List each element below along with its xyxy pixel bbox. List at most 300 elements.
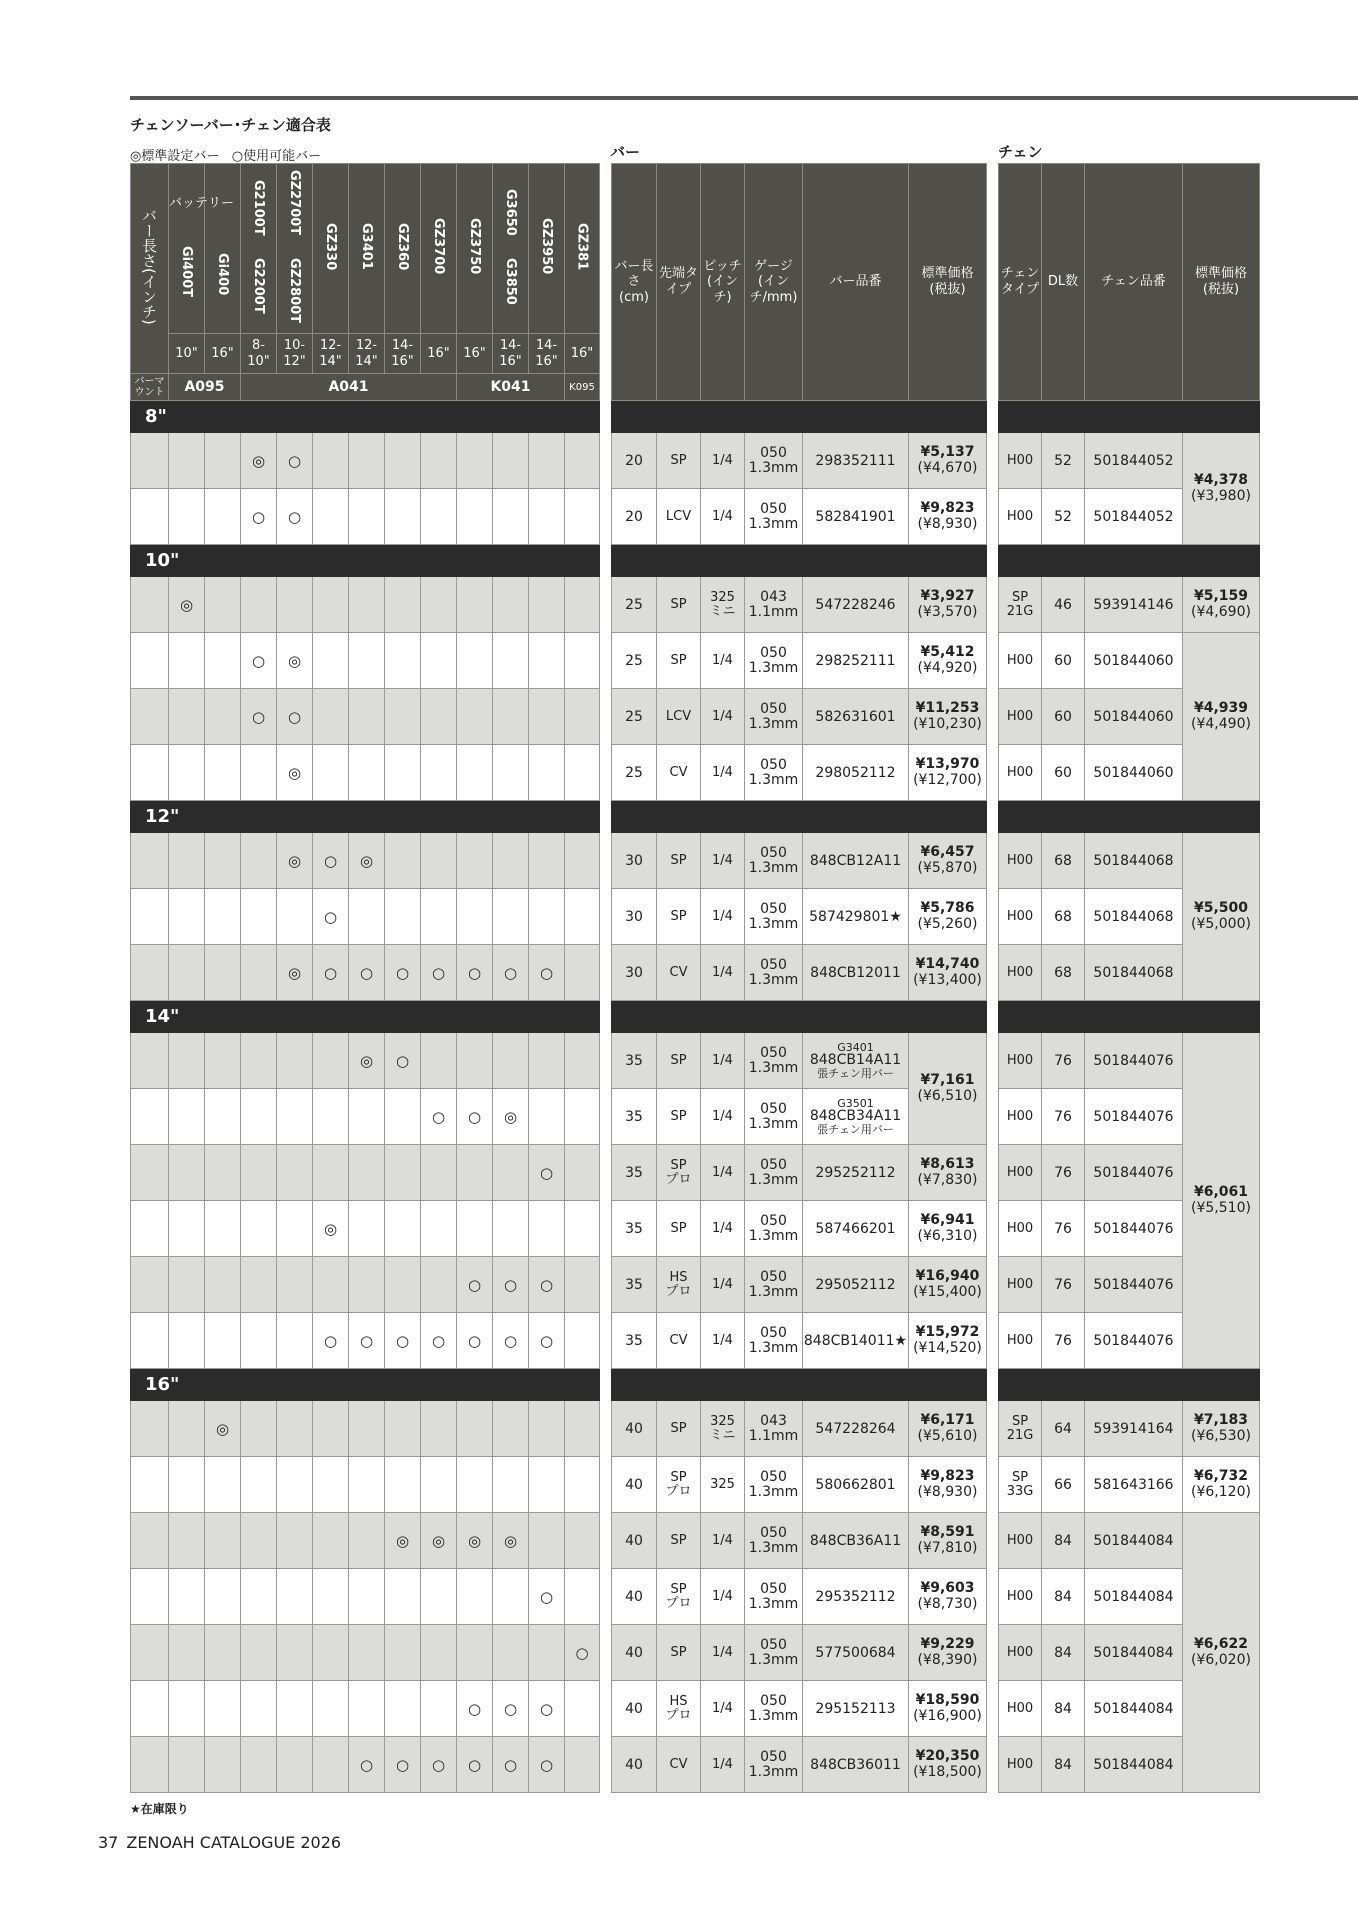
compat-empty bbox=[421, 433, 457, 489]
bar-price-incl: ¥9,603 bbox=[920, 1580, 975, 1597]
chain-number: 501844084 bbox=[1085, 1625, 1183, 1681]
chain-type-text: H00 bbox=[1006, 1532, 1034, 1548]
bar-price-excl: (¥4,920) bbox=[917, 659, 978, 676]
compat-empty bbox=[565, 633, 600, 689]
compat-row bbox=[131, 433, 600, 489]
compat-empty bbox=[457, 433, 493, 489]
compat-empty bbox=[385, 1257, 421, 1313]
compat-empty bbox=[457, 889, 493, 945]
bar-number: 848CB36011 bbox=[803, 1737, 909, 1793]
header-row-lengths bbox=[131, 334, 600, 374]
compat-empty bbox=[169, 1569, 205, 1625]
bar-number-model: G3401 bbox=[837, 1040, 874, 1054]
compat-empty bbox=[529, 1513, 565, 1569]
compat-empty bbox=[277, 1201, 313, 1257]
bar-price bbox=[909, 689, 987, 745]
section-label-10in: 10" bbox=[131, 545, 600, 577]
bar-length-cm: 25 bbox=[612, 633, 657, 689]
model-header-8 bbox=[457, 218, 492, 278]
compat-mark: ○ bbox=[457, 1737, 493, 1793]
compat-empty bbox=[565, 1569, 600, 1625]
chain-number: 593914164 bbox=[1085, 1401, 1183, 1457]
compat-empty bbox=[205, 1737, 241, 1793]
bar-gauge bbox=[745, 433, 803, 489]
chain-header-row bbox=[999, 164, 1260, 334]
bar-price bbox=[909, 633, 987, 689]
compat-empty bbox=[205, 1033, 241, 1089]
compat-row bbox=[131, 633, 600, 689]
bar-length-cm: 35 bbox=[612, 1033, 657, 1089]
compat-empty bbox=[205, 1313, 241, 1369]
bar-pitch bbox=[701, 1457, 745, 1513]
chain-number: 501844076 bbox=[1085, 1033, 1183, 1089]
compat-empty bbox=[313, 1569, 349, 1625]
compat-empty bbox=[385, 1681, 421, 1737]
model-col-g3850 bbox=[493, 164, 529, 334]
tip-text: SP bbox=[670, 1644, 687, 1660]
bar-row bbox=[612, 1033, 987, 1089]
compat-empty bbox=[241, 1681, 277, 1737]
chain-type bbox=[999, 945, 1042, 1001]
bar-length-cm: 40 bbox=[612, 1513, 657, 1569]
bar-length-cm: 40 bbox=[612, 1457, 657, 1513]
pitch-text: 1/4 bbox=[712, 908, 733, 924]
bar-gauge bbox=[745, 1401, 803, 1457]
compat-empty bbox=[529, 633, 565, 689]
bar-number: 580662801 bbox=[803, 1457, 909, 1513]
length-cell: 8-10" bbox=[241, 334, 277, 374]
length-blank-cell bbox=[131, 833, 169, 889]
compat-empty bbox=[349, 1513, 385, 1569]
compat-empty bbox=[565, 433, 600, 489]
compat-mark: ○ bbox=[457, 1257, 493, 1313]
compat-empty bbox=[457, 577, 493, 633]
bar-gauge bbox=[745, 1201, 803, 1257]
bar-number: 298352111 bbox=[803, 433, 909, 489]
chain-price-excl: (¥6,020) bbox=[1191, 1651, 1251, 1668]
bar-pitch bbox=[701, 745, 745, 801]
compat-empty bbox=[205, 745, 241, 801]
chain-type-text: H00 bbox=[1006, 1164, 1034, 1180]
bar-number: 848CB36A11 bbox=[803, 1513, 909, 1569]
compat-mark: ○ bbox=[529, 1145, 565, 1201]
compat-mark: ○ bbox=[529, 1257, 565, 1313]
compat-empty bbox=[349, 1089, 385, 1145]
bar-price-text bbox=[909, 1581, 986, 1612]
bar-col-header-4: バー品番 bbox=[829, 274, 882, 290]
chain-number: 501844052 bbox=[1085, 433, 1183, 489]
chain-col-header-2: チェン品番 bbox=[1101, 274, 1166, 290]
chain-dl-count: 84 bbox=[1042, 1513, 1085, 1569]
compat-empty bbox=[349, 1681, 385, 1737]
bar-tip-type bbox=[657, 689, 701, 745]
chain-number: 501844076 bbox=[1085, 1313, 1183, 1369]
compat-empty bbox=[457, 1401, 493, 1457]
gauge-text: 050 1.3mm bbox=[748, 444, 799, 476]
bar-header-row bbox=[612, 164, 987, 334]
bar-number: 547228264 bbox=[803, 1401, 909, 1457]
compat-empty bbox=[493, 689, 529, 745]
chain-number: 501844084 bbox=[1085, 1737, 1183, 1793]
bar-number: 298252111 bbox=[803, 633, 909, 689]
chain-price bbox=[1183, 1457, 1260, 1513]
compat-mark: ○ bbox=[565, 1625, 600, 1681]
bar-length-cm: 35 bbox=[612, 1089, 657, 1145]
gauge-text: 050 1.3mm bbox=[748, 1580, 799, 1612]
compat-empty bbox=[277, 1257, 313, 1313]
chain-number: 501844060 bbox=[1085, 745, 1183, 801]
chain-dl-count: 84 bbox=[1042, 1737, 1085, 1793]
legend-usable-label: 使用可能バー bbox=[243, 149, 322, 164]
bar-number: 295352112 bbox=[803, 1569, 909, 1625]
chain-number: 501844084 bbox=[1085, 1569, 1183, 1625]
compat-empty bbox=[205, 1513, 241, 1569]
pitch-text: 1/4 bbox=[712, 1332, 733, 1348]
compat-empty bbox=[529, 489, 565, 545]
pitch-text: 1/4 bbox=[712, 1644, 733, 1660]
bar-length-cm: 25 bbox=[612, 745, 657, 801]
bar-pitch bbox=[701, 1513, 745, 1569]
section-label bbox=[612, 1369, 987, 1401]
chain-col-header bbox=[1085, 164, 1183, 401]
gauge-text: 050 1.3mm bbox=[748, 844, 799, 876]
bar-length-cm: 35 bbox=[612, 1145, 657, 1201]
page-footer bbox=[98, 1833, 349, 1852]
chain-type-text: SP 21G bbox=[1006, 1413, 1034, 1443]
compat-mark: ◎ bbox=[277, 833, 313, 889]
compat-row bbox=[131, 1145, 600, 1201]
compat-empty bbox=[421, 633, 457, 689]
compat-mark: ○ bbox=[493, 1313, 529, 1369]
compat-empty bbox=[529, 577, 565, 633]
compat-row bbox=[131, 1313, 600, 1369]
model-top-name: GZ2700T bbox=[287, 170, 302, 236]
chain-price-incl: ¥5,159 bbox=[1193, 588, 1249, 605]
compat-empty bbox=[385, 1625, 421, 1681]
bar-pitch bbox=[701, 1145, 745, 1201]
bar-col-header-0: バー長さ (cm) bbox=[614, 258, 654, 305]
compat-empty bbox=[241, 745, 277, 801]
section-label bbox=[612, 1001, 987, 1033]
compat-mark: ◎ bbox=[205, 1401, 241, 1457]
chain-dl-count: 46 bbox=[1042, 577, 1085, 633]
compat-empty bbox=[565, 1737, 600, 1793]
bar-price-text bbox=[909, 1693, 986, 1724]
compat-empty bbox=[313, 745, 349, 801]
bar-price-text bbox=[909, 445, 986, 476]
model-col-gz3700 bbox=[421, 164, 457, 334]
compat-empty bbox=[169, 1681, 205, 1737]
bar-price-text bbox=[909, 957, 986, 988]
length-cell: 14-16" bbox=[385, 334, 421, 374]
chain-type bbox=[999, 577, 1042, 633]
mount-cell: A041 bbox=[241, 374, 457, 401]
bar-number-note: 張チェン用バー bbox=[817, 1066, 894, 1080]
bar-price-incl: ¥9,823 bbox=[920, 1468, 975, 1485]
compat-empty bbox=[421, 1625, 457, 1681]
bar-number: 582841901 bbox=[803, 489, 909, 545]
compat-empty bbox=[277, 1457, 313, 1513]
tip-text: CV bbox=[669, 1756, 688, 1772]
compat-row bbox=[131, 577, 600, 633]
chain-price bbox=[1183, 833, 1260, 1001]
chain-price bbox=[1183, 1033, 1260, 1369]
chain-number: 501844076 bbox=[1085, 1257, 1183, 1313]
bar-length-cm: 40 bbox=[612, 1569, 657, 1625]
compat-empty bbox=[169, 833, 205, 889]
legend-standard-symbol: ◎ bbox=[130, 149, 142, 164]
gauge-text: 050 1.3mm bbox=[748, 1044, 799, 1076]
compat-empty bbox=[241, 833, 277, 889]
bar-pitch bbox=[701, 945, 745, 1001]
compat-empty bbox=[493, 489, 529, 545]
chain-price-text bbox=[1183, 1637, 1259, 1668]
chain-type bbox=[999, 1625, 1042, 1681]
bar-length-cm: 40 bbox=[612, 1625, 657, 1681]
bar-gauge bbox=[745, 1737, 803, 1793]
compat-empty bbox=[277, 1089, 313, 1145]
compat-empty bbox=[313, 433, 349, 489]
compat-empty bbox=[457, 689, 493, 745]
bar-price bbox=[909, 433, 987, 489]
length-cell: 16" bbox=[421, 334, 457, 374]
bar-price-text bbox=[909, 845, 986, 876]
compat-mark: ○ bbox=[457, 1089, 493, 1145]
bar-col-header bbox=[657, 164, 701, 401]
chain-row bbox=[999, 1513, 1260, 1569]
bar-price-excl: (¥7,830) bbox=[917, 1171, 978, 1188]
bar-gauge bbox=[745, 1257, 803, 1313]
compat-mark: ◎ bbox=[241, 433, 277, 489]
chain-type bbox=[999, 833, 1042, 889]
bar-price bbox=[909, 1033, 987, 1145]
chain-section-label: チェン bbox=[998, 143, 1043, 161]
compat-empty bbox=[457, 833, 493, 889]
bar-price-text bbox=[909, 901, 986, 932]
chain-price-text bbox=[1183, 901, 1259, 932]
bar-price-text bbox=[909, 1469, 986, 1500]
bar-gauge bbox=[745, 1313, 803, 1369]
compat-empty bbox=[565, 1313, 600, 1369]
bar-price-incl: ¥6,171 bbox=[920, 1412, 975, 1429]
compat-empty bbox=[241, 1625, 277, 1681]
compat-empty bbox=[349, 689, 385, 745]
compat-empty bbox=[349, 577, 385, 633]
tip-text: SP bbox=[670, 852, 687, 868]
compat-mark: ○ bbox=[241, 689, 277, 745]
chain-number: 501844076 bbox=[1085, 1201, 1183, 1257]
chain-type-text: H00 bbox=[1006, 452, 1034, 468]
mount-cell: A095 bbox=[169, 374, 241, 401]
chain-type bbox=[999, 1457, 1042, 1513]
compat-mark: ○ bbox=[277, 433, 313, 489]
bar-col-header-5: 標準価格 (税抜) bbox=[921, 266, 974, 297]
bar-row bbox=[612, 889, 987, 945]
length-blank-cell bbox=[131, 1569, 169, 1625]
mount-label bbox=[131, 374, 169, 401]
model-name: GZ3700 bbox=[431, 218, 446, 275]
pitch-text: 1/4 bbox=[712, 1532, 733, 1548]
gauge-text: 050 1.3mm bbox=[748, 1748, 799, 1780]
bar-length-cm: 25 bbox=[612, 577, 657, 633]
bar-price-text bbox=[909, 701, 986, 732]
chain-dl-count: 84 bbox=[1042, 1625, 1085, 1681]
chain-number: 593914146 bbox=[1085, 577, 1183, 633]
compat-empty bbox=[241, 1201, 277, 1257]
compat-empty bbox=[565, 1089, 600, 1145]
bar-row bbox=[612, 1681, 987, 1737]
compat-empty bbox=[241, 1257, 277, 1313]
compat-empty bbox=[313, 1737, 349, 1793]
bar-row bbox=[612, 745, 987, 801]
compat-empty bbox=[313, 1033, 349, 1089]
bar-tip-type bbox=[657, 1313, 701, 1369]
compat-empty bbox=[205, 1681, 241, 1737]
compat-empty bbox=[493, 1625, 529, 1681]
bar-gauge bbox=[745, 633, 803, 689]
model-name: G3850 bbox=[503, 257, 518, 305]
model-name: Gi400T bbox=[179, 245, 194, 297]
bar-gauge bbox=[745, 489, 803, 545]
length-blank-cell bbox=[131, 1145, 169, 1201]
chain-type bbox=[999, 1257, 1042, 1313]
bar-price-incl: ¥5,786 bbox=[920, 900, 975, 917]
bar-pitch bbox=[701, 1681, 745, 1737]
compat-empty bbox=[241, 1401, 277, 1457]
bar-gauge bbox=[745, 1089, 803, 1145]
bar-col-header-1: 先端タイプ bbox=[658, 266, 698, 297]
bar-price bbox=[909, 1145, 987, 1201]
chain-type bbox=[999, 689, 1042, 745]
compat-empty bbox=[349, 1145, 385, 1201]
bar-price-text bbox=[909, 1213, 986, 1244]
gauge-text: 050 1.3mm bbox=[748, 1268, 799, 1300]
compat-empty bbox=[421, 1257, 457, 1313]
bar-length-cm: 35 bbox=[612, 1313, 657, 1369]
bar-number: 295052112 bbox=[803, 1257, 909, 1313]
compat-empty bbox=[277, 1033, 313, 1089]
compat-empty bbox=[493, 1033, 529, 1089]
chain-type-text: H00 bbox=[1006, 508, 1034, 524]
compat-empty bbox=[349, 433, 385, 489]
pitch-text: 1/4 bbox=[712, 508, 733, 524]
tip-text: SP bbox=[670, 1220, 687, 1236]
model-col-gz2800t bbox=[277, 164, 313, 334]
compat-row bbox=[131, 1681, 600, 1737]
length-cell: 10-12" bbox=[277, 334, 313, 374]
pitch-text: 1/4 bbox=[712, 852, 733, 868]
compat-empty bbox=[565, 1681, 600, 1737]
bar-number: 848CB14011★ bbox=[803, 1313, 909, 1369]
bar-price-excl: (¥16,900) bbox=[913, 1707, 982, 1724]
bar-length-label: バー長さ(インチ) bbox=[140, 208, 158, 325]
bar-tip-type bbox=[657, 433, 701, 489]
compat-empty bbox=[313, 1625, 349, 1681]
chain-row bbox=[999, 577, 1260, 633]
bar-pitch bbox=[701, 489, 745, 545]
compat-empty bbox=[313, 1457, 349, 1513]
compat-empty bbox=[349, 1257, 385, 1313]
chain-type bbox=[999, 1513, 1042, 1569]
pitch-text: 325 bbox=[710, 1476, 735, 1492]
compat-empty bbox=[493, 633, 529, 689]
bar-price-incl: ¥13,970 bbox=[915, 756, 980, 773]
bar-price-incl: ¥5,137 bbox=[920, 444, 975, 461]
model-name: GZ3950 bbox=[539, 218, 554, 275]
bar-price-excl: (¥3,570) bbox=[917, 603, 978, 620]
compat-empty bbox=[169, 1313, 205, 1369]
chain-col-header bbox=[999, 164, 1042, 401]
compat-empty bbox=[349, 489, 385, 545]
bar-spec-table bbox=[611, 163, 987, 1793]
compat-mark: ◎ bbox=[277, 745, 313, 801]
bar-price bbox=[909, 1401, 987, 1457]
bar-price bbox=[909, 745, 987, 801]
bar-price bbox=[909, 945, 987, 1001]
bar-price-text bbox=[909, 1525, 986, 1556]
bar-number: 848CB12011 bbox=[803, 945, 909, 1001]
bar-price-excl: (¥8,930) bbox=[917, 1483, 978, 1500]
compat-mark: ◎ bbox=[493, 1513, 529, 1569]
gauge-text: 050 1.3mm bbox=[748, 1692, 799, 1724]
compat-empty bbox=[205, 689, 241, 745]
model-col-g3401 bbox=[349, 164, 385, 334]
tip-text: LCV bbox=[665, 508, 692, 524]
compat-empty bbox=[529, 1033, 565, 1089]
bar-tip-type bbox=[657, 1737, 701, 1793]
compat-empty bbox=[313, 689, 349, 745]
bar-length-cm: 20 bbox=[612, 433, 657, 489]
compat-empty bbox=[313, 1089, 349, 1145]
chain-price-excl: (¥6,120) bbox=[1191, 1483, 1251, 1500]
compat-mark: ◎ bbox=[457, 1513, 493, 1569]
compat-empty bbox=[385, 1569, 421, 1625]
compat-mark: ◎ bbox=[169, 577, 205, 633]
section-row bbox=[131, 545, 600, 577]
tip-text: SP bbox=[670, 1532, 687, 1548]
tip-text: CV bbox=[669, 1332, 688, 1348]
chain-number: 501844076 bbox=[1085, 1145, 1183, 1201]
length-blank-cell bbox=[131, 433, 169, 489]
compat-empty bbox=[169, 1201, 205, 1257]
bar-length-cm: 40 bbox=[612, 1737, 657, 1793]
compat-mark: ○ bbox=[493, 1681, 529, 1737]
length-blank-cell bbox=[131, 1513, 169, 1569]
compat-mark: ○ bbox=[529, 1569, 565, 1625]
chain-number: 501844068 bbox=[1085, 833, 1183, 889]
bar-price-excl: (¥4,670) bbox=[917, 459, 978, 476]
length-blank-cell bbox=[131, 745, 169, 801]
bar-row bbox=[612, 1513, 987, 1569]
bar-tip-type bbox=[657, 1681, 701, 1737]
bar-price bbox=[909, 1737, 987, 1793]
compat-row bbox=[131, 1513, 600, 1569]
bar-gauge bbox=[745, 745, 803, 801]
bar-price-excl: (¥5,260) bbox=[917, 915, 978, 932]
bar-gauge bbox=[745, 1569, 803, 1625]
chain-dl-count: 76 bbox=[1042, 1145, 1085, 1201]
bar-col-header bbox=[612, 164, 657, 401]
gauge-text: 050 1.3mm bbox=[748, 1100, 799, 1132]
pitch-text: 1/4 bbox=[712, 1756, 733, 1772]
bar-price bbox=[909, 1457, 987, 1513]
compat-empty bbox=[421, 1401, 457, 1457]
bar-length-header bbox=[131, 164, 169, 374]
compat-empty bbox=[241, 1033, 277, 1089]
bar-row bbox=[612, 633, 987, 689]
bar-price-incl: ¥14,740 bbox=[915, 956, 980, 973]
bar-col-header bbox=[701, 164, 745, 401]
